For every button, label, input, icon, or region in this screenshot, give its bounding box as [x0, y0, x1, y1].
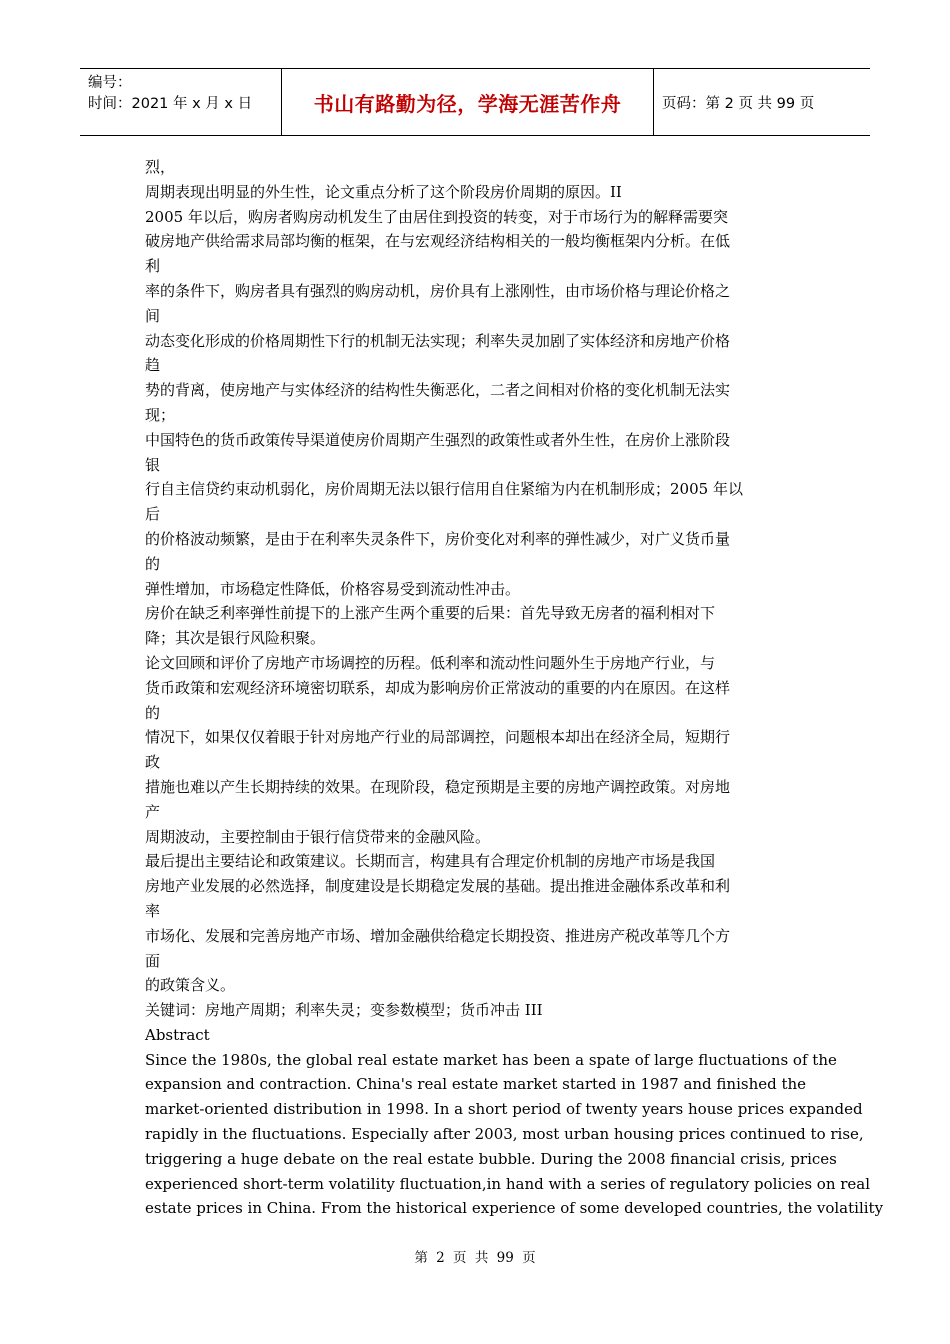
text-line: 情况下，如果仅仅着眼于针对房地产行业的局部调控，问题根本却出在经济全局，短期行 — [145, 728, 731, 747]
text-line: 弹性增加，市场稳定性降低，价格容易受到流动性冲击。 — [145, 579, 521, 598]
text-line: 面 — [145, 951, 161, 970]
text-line: 间 — [145, 306, 161, 325]
text-line: 产 — [145, 802, 161, 821]
text-line: market-oriented distribution in 1998. In a short period of twenty years house prices expanded — [145, 1100, 863, 1119]
text-line: 后 — [145, 505, 161, 524]
text-line: estate prices in China. From the historical experience of some developed countries, the volatility — [145, 1199, 884, 1218]
text-line: rapidly in the fluctuations. Especially after 2003, most urban housing prices continued to rise, — [145, 1125, 864, 1144]
text-line: expansion and contraction. China's real estate market started in 1987 and finished the — [145, 1075, 807, 1094]
text-line: 破房地产供给需求局部均衡的框架，在与宏观经济结构相关的一般均衡框架内分析。在低 — [145, 232, 731, 251]
text-line: triggering a huge debate on the real estate bubble. During the 2008 financial crisis, prices — [145, 1149, 837, 1168]
text-line: 政 — [145, 753, 161, 772]
text-line: Since the 1980s, the global real estate market has been a spate of large fluctuations of the — [145, 1050, 837, 1069]
text-line: 周期波动，主要控制由于银行信贷带来的金融风险。 — [145, 827, 491, 846]
text-line: 最后提出主要结论和政策建议。长期而言，构建具有合理定价机制的房地产市场是我国 — [145, 852, 716, 871]
text-line: 烈， — [145, 158, 176, 176]
text-line: 的政策含义。 — [145, 976, 236, 995]
body-text — [145, 155, 884, 1221]
page-footer: 第 2 页 共 99 页 — [414, 1250, 536, 1266]
text-line: 措施也难以产生长期持续的效果。在现阶段，稳定预期是主要的房地产调控政策。对房地 — [145, 777, 731, 796]
document-date: 时间：2021 年 x 月 x 日 — [88, 96, 253, 112]
text-line: 率 — [145, 901, 161, 920]
text-line: 势的背离，使房地产与实体经济的结构性失衡恶化，二者之间相对价格的变化机制无法实 — [145, 381, 731, 400]
text-line: 的 — [145, 554, 161, 573]
text-line: 现； — [145, 405, 176, 424]
text-line: 中国特色的货币政策传导渠道使房价周期产生强烈的政策性或者外生性，在房价上涨阶段 — [145, 430, 731, 449]
text-line: 周期表现出明显的外生性，论文重点分析了这个阶段房价周期的原因。II — [145, 182, 622, 201]
text-line: 市场化、发展和完善房地产市场、增加金融供给稳定长期投资、推进房产税改革等几个方 — [145, 926, 731, 945]
document-number-label: 编号： — [88, 75, 132, 91]
text-line: 趋 — [145, 356, 161, 375]
header-page-info: 页码：第 2 页 共 99 页 — [662, 95, 815, 112]
text-line: 行自主信贷约束动机弱化，房价周期无法以银行信用自住紧缩为内在机制形成；2005 年以 — [145, 480, 743, 499]
text-line: experienced short-term volatility fluctuation,in hand with a series of regulatory policies on real — [145, 1174, 871, 1193]
text-line: 2005 年以后，购房者购房动机发生了由居住到投资的转变，对于市场行为的解释需要突 — [145, 207, 728, 226]
text-line: 房价在缺乏利率弹性前提下的上涨产生两个重要的后果：首先导致无房者的福利相对下 — [145, 604, 716, 623]
header-motto: 书山有路勤为径，学海无涯苦作舟 — [282, 69, 654, 135]
text-line: 动态变化形成的价格周期性下行的机制无法实现；利率失灵加剧了实体经济和房地产价格 — [145, 331, 731, 350]
text-line: 银 — [145, 455, 161, 474]
text-line: 降；其次是银行风险积聚。 — [145, 629, 326, 648]
page-header — [80, 68, 870, 136]
text-line: 货币政策和宏观经济环境密切联系，却成为影响房价正常波动的重要的内在原因。在这样 — [145, 678, 731, 697]
text-line: 房地产业发展的必然选择，制度建设是长期稳定发展的基础。提出推进金融体系改革和利 — [145, 877, 731, 896]
text-line: 率的条件下，购房者具有强烈的购房动机，房价具有上涨刚性，由市场价格与理论价格之 — [145, 281, 731, 300]
text-line: 关键词：房地产周期；利率失灵；变参数模型；货币冲击 III — [145, 1001, 543, 1020]
text-line: 论文回顾和评价了房地产市场调控的历程。低利率和流动性问题外生于房地产行业，与 — [145, 653, 716, 672]
header-meta — [80, 69, 282, 135]
text-line: 的 — [145, 703, 161, 722]
text-line: 利 — [145, 257, 161, 276]
text-line: Abstract — [145, 1025, 210, 1044]
text-line: 的价格波动频繁，是由于在利率失灵条件下，房价变化对利率的弹性减少，对广义货币量 — [145, 529, 731, 548]
